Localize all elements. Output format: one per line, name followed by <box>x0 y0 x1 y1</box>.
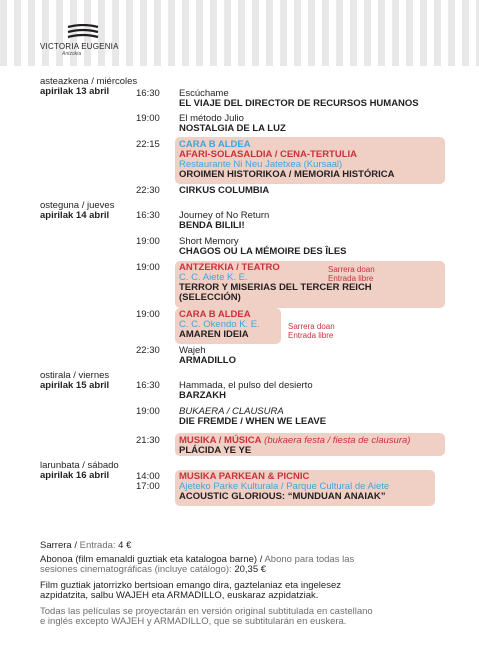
header-stripe <box>210 0 217 66</box>
event-time: 21:30 <box>136 435 160 446</box>
event-original-title: Escúchame <box>179 88 229 99</box>
event-original-title: Wajeh <box>179 345 206 356</box>
event-time: 22:30 <box>136 185 160 196</box>
pass-label-es: Abono para todas las <box>264 554 355 565</box>
event-title: CIRKUS COLUMBIA <box>179 185 270 196</box>
event-category: MUSIKA PARKEAN & PICNIC <box>179 471 310 482</box>
event-title: ARMADILLO <box>179 355 236 366</box>
event-category: CARA B ALDEA <box>179 139 251 150</box>
event-title: NOSTALGIA DE LA LUZ <box>179 123 286 134</box>
day-date: apirilak 16 abril <box>40 470 110 481</box>
event-time: 22:30 <box>136 345 160 356</box>
event-venue: C. C. Aiete K. E. <box>179 272 248 283</box>
event-venue: C. C. Okendo K. E. <box>179 319 260 330</box>
event-original-title: Hammada, el pulso del desierto <box>179 380 313 391</box>
free-entry-eu: Sarrera doan <box>328 265 375 274</box>
header-stripe <box>224 0 231 66</box>
header-stripe <box>448 0 455 66</box>
event-original-title: Short Memory <box>179 236 239 247</box>
header-stripe <box>392 0 399 66</box>
header-stripe <box>308 0 315 66</box>
free-entry-eu: Sarrera doan <box>288 322 335 331</box>
day-header <box>40 77 137 97</box>
header-stripe <box>238 0 245 66</box>
language-note-eu-2: azpidatzita, salbu WAJEH eta ARMADILLO, euskaraz azpidatziak. <box>40 590 319 601</box>
event-title: AMAREN IDEIA <box>179 329 249 340</box>
price-line <box>40 541 440 551</box>
event-original-title: Journey of No Return <box>179 210 270 221</box>
day-date: apirilak 13 abril <box>40 86 110 97</box>
event-time: 16:30 <box>136 380 160 391</box>
language-note-eu-1: Film guztiak jatorrizko bertsioan emango dira, gaztelaniaz eta ingelesez <box>40 580 341 591</box>
language-note-es <box>40 607 440 627</box>
pass-price: 20,35 € <box>234 564 267 575</box>
header-stripe <box>406 0 413 66</box>
event-title: ACOUSTIC GLORIOUS: “MUNDUAN ANAIAK” <box>179 491 386 502</box>
language-note-es-2: e inglés excepto WAJEH y ARMADILLO, que se subtitularán en euskera. <box>40 616 347 627</box>
event-time <box>136 472 172 492</box>
free-entry-note <box>328 265 375 283</box>
event-category: CARA B ALDEA <box>179 309 251 320</box>
free-entry-es: Entrada libre <box>328 274 374 283</box>
event-time: 16:30 <box>136 210 160 221</box>
event-category: ANTZERKIA / TEATRO <box>179 262 280 273</box>
event-closing-label: BUKAERA / CLAUSURA <box>179 406 284 417</box>
event-title: PLÁCIDA YE YE <box>179 445 252 456</box>
logo-name: VICTORIA EUGENIA <box>40 42 119 51</box>
header-stripe <box>182 0 189 66</box>
event-time: 19:00 <box>136 309 160 320</box>
header-stripe <box>140 0 147 66</box>
free-entry-note <box>288 322 335 340</box>
event-title: TERROR Y MISERIAS DEL TERCER REICH <box>179 282 372 293</box>
logo-subtitle: Antzokia <box>62 51 82 57</box>
price-label-es: Entrada: <box>79 540 116 551</box>
event-time: 19:00 <box>136 262 160 273</box>
header-stripe <box>462 0 469 66</box>
header-stripe <box>378 0 385 66</box>
event-time: 19:00 <box>136 113 160 124</box>
header-stripe <box>196 0 203 66</box>
header-stripe <box>28 0 35 66</box>
pass-label-eu: Abonoa (film emanaldi guztiak eta katalogoa barne) / <box>40 554 263 565</box>
header-stripe <box>322 0 329 66</box>
event-title: DIE FREMDE / WHEN WE LEAVE <box>179 416 327 427</box>
event-time: 19:00 <box>136 236 160 247</box>
day-header <box>40 201 114 221</box>
header-stripe <box>294 0 301 66</box>
header-stripe <box>168 0 175 66</box>
event-venue: Restaurante Ni Neu Jatetxea (Kursaal) <box>179 159 343 170</box>
event-title: BARZAKH <box>179 390 226 401</box>
theatre-logo-icon <box>66 24 100 40</box>
event-time: 22:15 <box>136 139 160 150</box>
event-title: OROIMEN HISTORIKOA / MEMORIA HISTÓRICA <box>179 169 395 180</box>
day-date: apirilak 15 abril <box>40 380 110 391</box>
language-note-eu <box>40 581 440 601</box>
day-weekday: asteazkena / miércoles <box>40 76 138 87</box>
pass-label-es-cont: sesiones cinematográficas (incluye catálogo): <box>40 564 232 575</box>
header-stripe <box>364 0 371 66</box>
day-weekday: osteguna / jueves <box>40 200 115 211</box>
event-category-note: (bukaera festa / fiesta de clausura) <box>264 435 411 446</box>
free-entry-es: Entrada libre <box>288 331 334 340</box>
header-stripe <box>154 0 161 66</box>
day-weekday: ostirala / viernes <box>40 370 110 381</box>
header-stripe <box>420 0 427 66</box>
event-time-second: 17:00 <box>136 481 160 492</box>
header-stripe <box>266 0 273 66</box>
header-stripe <box>252 0 259 66</box>
header-stripe <box>0 0 7 66</box>
event-time: 16:30 <box>136 88 160 99</box>
event-time-start: 14:00 <box>136 471 160 482</box>
header-stripe <box>14 0 21 66</box>
event-category: MUSIKA / MÚSICA <box>179 435 262 446</box>
header-stripe <box>434 0 441 66</box>
day-header <box>40 371 109 391</box>
victoria-eugenia-logo <box>40 24 132 57</box>
day-weekday: larunbata / sábado <box>40 460 119 471</box>
event-title: EL VIAJE DEL DIRECTOR DE RECURSOS HUMANOS <box>179 98 419 109</box>
event-original-title: El método Julio <box>179 113 244 124</box>
pass-info <box>40 555 440 575</box>
event-subcategory: AFARI-SOLASALDIA / CENA-TERTULIA <box>179 149 358 160</box>
day-date: apirilak 14 abril <box>40 210 110 221</box>
price-label-eu: Sarrera / <box>40 540 77 551</box>
price-value: 4 € <box>118 540 132 551</box>
header-stripe <box>280 0 287 66</box>
event-venue: Ajeteko Parke Kulturala / Parque Cultural de Aiete <box>179 481 390 492</box>
language-note-es-1: Todas las películas se proyectarán en versión original subtitulada en castellano <box>40 606 373 617</box>
header-stripe <box>350 0 357 66</box>
header-stripe <box>336 0 343 66</box>
event-title-cont: (SELECCIÓN) <box>179 292 241 303</box>
event-time: 19:00 <box>136 406 160 417</box>
day-header <box>40 461 119 481</box>
event-title: BENDA BILILI! <box>179 220 245 231</box>
event-title: CHAGOS OU LA MÉMOIRE DES ÎLES <box>179 246 347 257</box>
